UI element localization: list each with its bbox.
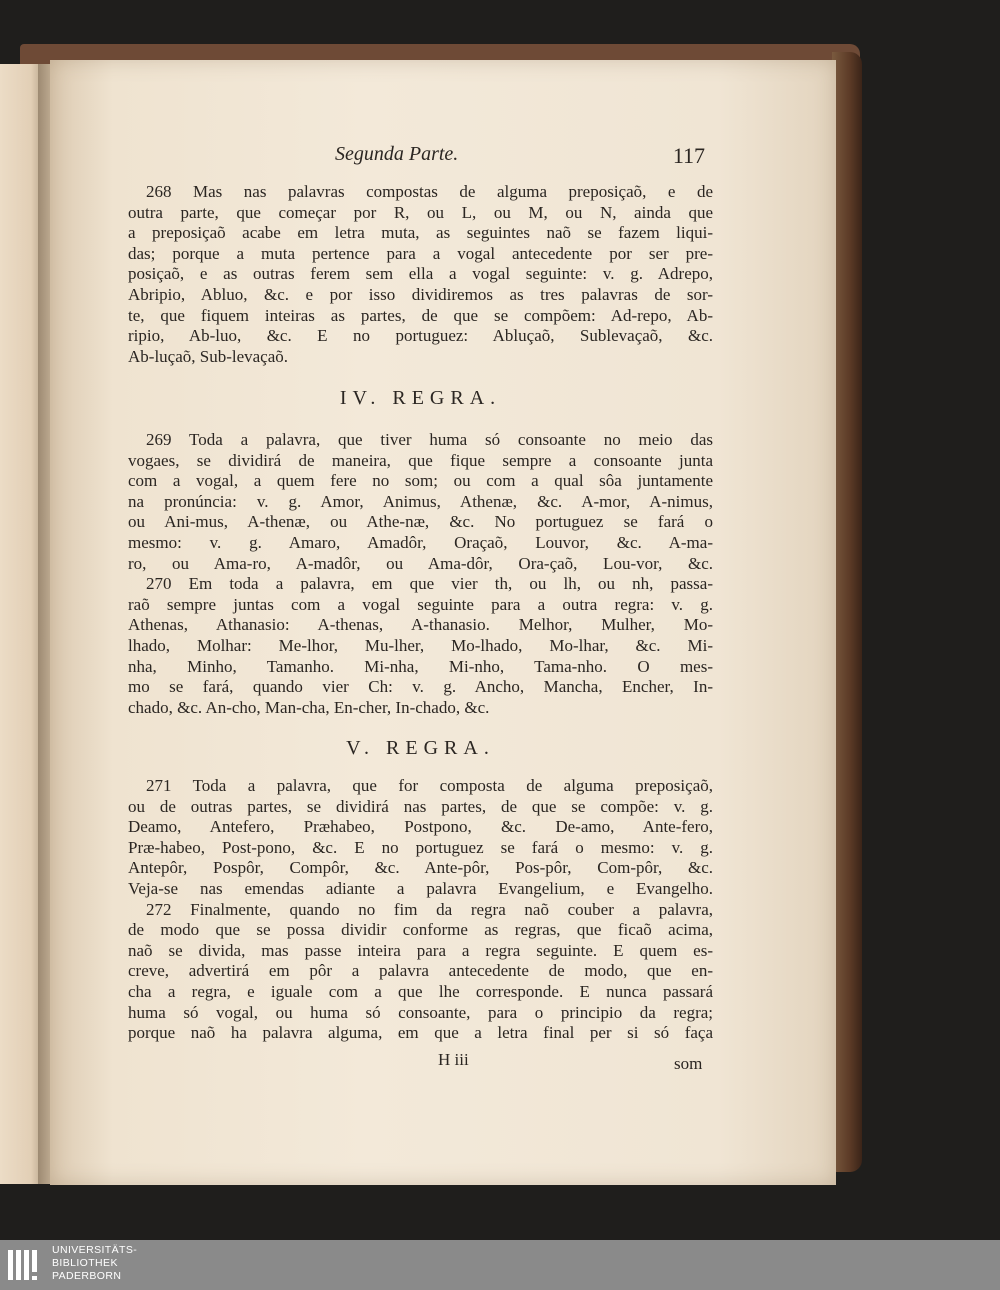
text-line: na pronúncia: v. g. Amor, Animus, Athenæ, &c. A-mor, A-nimus, (128, 491, 713, 511)
text-line: ou de outras partes, se dividirá nas partes, de que se compõe: v. g. (128, 796, 713, 816)
catchword: som (674, 1054, 703, 1073)
paragraph-268 (128, 182, 713, 367)
text-line: ro, ou Ama-ro, A-madôr, ou Ama-dôr, Ora-çaõ, Lou-vor, &c. (128, 553, 713, 573)
page-number: 117 (672, 143, 705, 168)
section-heading-iv: IV. REGRA. (339, 387, 502, 409)
text-line: com a vogal, a quem fere no som; ou com a qual sôa juntamente (128, 471, 713, 491)
text-line: creve, advertirá em pôr a palavra antecedente de modo, que en- (128, 961, 713, 981)
text-line: raõ sempre juntas com a vogal seguinte para a outra regra: v. g. (128, 594, 713, 614)
library-name-line: PADERBORN (52, 1270, 122, 1282)
text-line: te, que fiquem inteiras as partes, de que se compõem: Ad-repo, Ab- (128, 305, 713, 325)
text-line: nha, Minho, Tamanho. Mi-nha, Mi-nho, Tama-nho. O mes- (128, 656, 713, 676)
text-line: Abripio, Abluo, &c. e por isso dividiremos as tres palavras de sor- (128, 284, 713, 304)
paragraphs-271-272 (128, 776, 713, 1044)
text-line: 269 Toda a palavra, que tiver huma só consoante no meio das (146, 430, 713, 449)
text-line: Veja-se nas emendas adiante a palavra Evangelium, e Evangelho. (128, 878, 713, 898)
text-line: porque naõ ha palavra alguma, em que a letra final per si só faça (128, 1023, 713, 1043)
page-header (335, 143, 705, 169)
library-name-line: UNIVERSITÄTS- (52, 1244, 138, 1256)
text-line: lhado, Molhar: Me-lhor, Mu-lher, Mo-lhado, Mo-lhar, &c. Mi- (128, 635, 713, 655)
running-title: Segunda Parte. (335, 143, 459, 165)
section-heading-v: V. REGRA. (346, 737, 495, 759)
text-line: das; porque a muta pertence para a vogal antecedente por ser pre- (128, 243, 713, 263)
text-line: vogaes, se dividirá de maneira, que fique sempre a consoante junta (128, 450, 713, 470)
signature-mark: H iii (438, 1050, 469, 1069)
text-line: 271 Toda a palavra, que for composta de alguma preposiçaõ, (146, 776, 713, 795)
text-line: mesmo: v. g. Amaro, Amadôr, Oraçaõ, Louvor, &c. A-ma- (128, 532, 713, 552)
text-line: outra parte, que começar por R, ou L, ou M, ou N, ainda que (128, 202, 713, 222)
text-line: chado, &c. An-cho, Man-cha, En-cher, In-chado, &c. (128, 697, 490, 717)
text-line: Antepôr, Pospôr, Compôr, &c. Ante-pôr, Pos-pôr, Com-pôr, &c. (128, 858, 713, 878)
text-line: 268 Mas nas palavras compostas de alguma preposiçaõ, e de (146, 182, 713, 201)
text-line: ripio, Ab-luo, &c. E no portuguez: Abluçaõ, Sublevaçaõ, &c. (128, 326, 713, 346)
text-line: cha a regra, e iguale com a que lhe corresponde. E nunca passará (128, 981, 713, 1001)
text-line: 272 Finalmente, quando no fim da regra naõ couber a palavra, (146, 899, 713, 919)
library-footer (0, 1240, 1000, 1290)
library-name (52, 1244, 137, 1283)
text-line: Ab-luçaõ, Sub-levaçaõ. (128, 346, 289, 366)
library-logo-icon (6, 1244, 44, 1286)
paragraphs-269-270 (128, 430, 713, 718)
text-line: posiçaõ, e as outras ferem sem ella a vogal seguinte: v. g. Adrepo, (128, 264, 713, 284)
text-line: mo se fará, quando vier Ch: v. g. Ancho, Mancha, Encher, In- (128, 677, 713, 697)
text-line: a preposiçaõ acabe em letra muta, as seguintes naõ se fazem liqui- (128, 223, 713, 243)
text-line: huma só vogal, ou huma só consoante, para o principio da regra; (128, 1002, 713, 1022)
book-fore-edge (832, 52, 862, 1172)
text-line: Deamo, Antefero, Præhabeo, Postpono, &c. De-amo, Ante-fero, (128, 817, 713, 837)
text-line: Athenas, Athanasio: A-thenas, A-thanasio. Melhor, Mulher, Mo- (128, 615, 713, 635)
text-line: de modo que se possa dividir conforme as regras, que ficaõ acima, (128, 920, 713, 940)
library-name-line: BIBLIOTHEK (52, 1257, 118, 1269)
text-line: ou Ani-mus, A-thenæ, ou Athe-næ, &c. No portuguez se fará o (128, 512, 713, 532)
text-line: 270 Em toda a palavra, em que vier th, ou lh, ou nh, passa- (146, 574, 713, 594)
text-line: naõ se divida, mas passe inteira para a regra seguinte. E quem es- (128, 940, 713, 960)
text-line: Præ-habeo, Post-pono, &c. E no portuguez se fará o mesmo: v. g. (128, 837, 713, 857)
